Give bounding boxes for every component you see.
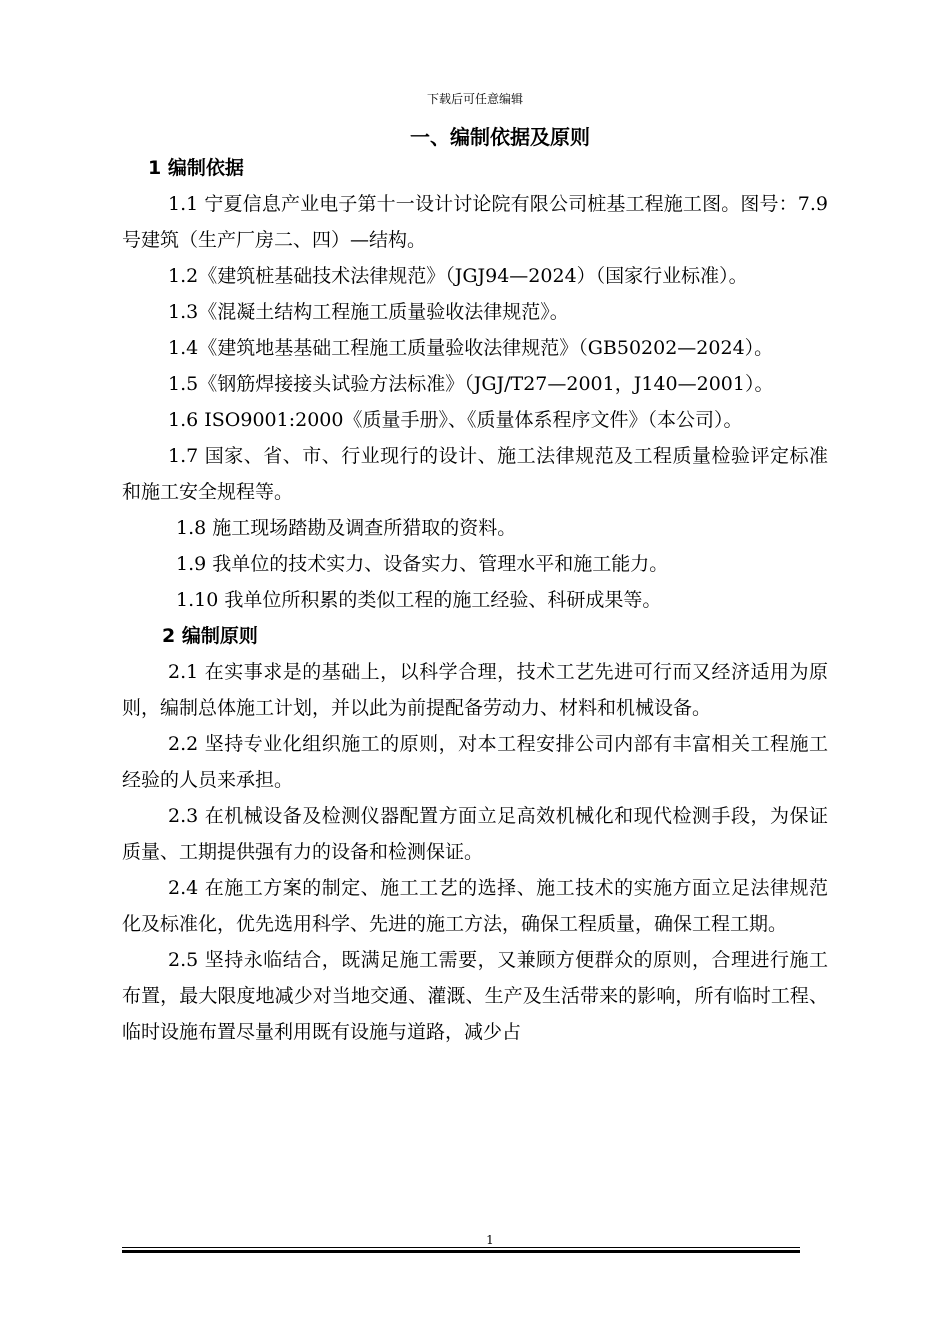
section-heading-basis: 1 编制依据: [148, 157, 244, 179]
paragraph-1-10: 1.10 我单位所积累的类似工程的施工经验、科研成果等。: [176, 589, 662, 611]
section-heading-principles: 2 编制原则: [162, 625, 258, 647]
paragraph-2-2: 2.2 坚持专业化组织施工的原则，对本工程安排公司内部有丰富相关工程施工经验的人员来承担。: [122, 733, 828, 791]
paragraph-2-4: 2.4 在施工方案的制定、施工工艺的选择、施工技术的实施方面立足法律规范化及标准化，优先选用科学、先进的施工方法，确保工程质量，确保工程工期。: [122, 877, 828, 935]
paragraph-1-7: 1.7 国家、省、市、行业现行的设计、施工法律规范及工程质量检验评定标准和施工安全规程等。: [122, 445, 828, 503]
paragraph-2-3: 2.3 在机械设备及检测仪器配置方面立足高效机械化和现代检测手段，为保证质量、工期提供强有力的设备和检测保证。: [122, 805, 828, 863]
footer-rule-thick: [122, 1250, 800, 1253]
paragraph-1-4: 1.4《建筑地基基础工程施工质量验收法律规范》（GB50202—2024）。: [168, 337, 774, 359]
paragraph-1-5: 1.5《钢筋焊接接头试验方法标准》（JGJ/T27—2001，J140—2001）。: [168, 373, 774, 395]
document-body: [122, 150, 828, 1050]
paragraph-1-3: 1.3《混凝土结构工程施工质量验收法律规范》。: [168, 301, 569, 323]
paragraph-1-8: 1.8 施工现场踏勘及调查所猎取的资料。: [176, 517, 517, 539]
page-title: 一、编制依据及原则: [410, 125, 590, 149]
paragraph-1-2: 1.2《建筑桩基础技术法律规范》（JGJ94—2024）（国家行业标准）。: [168, 265, 748, 287]
paragraph-2-1: 2.1 在实事求是的基础上，以科学合理，技术工艺先进可行而又经济适用为原则，编制总体施工计划，并以此为前提配备劳动力、材料和机械设备。: [122, 661, 828, 719]
paragraph-2-5: 2.5 坚持永临结合，既满足施工需要，又兼顾方便群众的原则，合理进行施工布置，最大限度地减少对当地交通、灌溉、生产及生活带来的影响，所有临时工程、临时设施布置尽量利用既有设施与道路，减少占: [122, 949, 828, 1043]
paragraph-1-1: 1.1 宁夏信息产业电子第十一设计讨论院有限公司桩基工程施工图。图号：7.9 号建筑（生产厂房二、四）—结构。: [122, 193, 828, 251]
paragraph-1-9: 1.9 我单位的技术实力、设备实力、管理水平和施工能力。: [176, 553, 669, 575]
paragraph-1-6: 1.6 ISO9001:2000《质量手册》、《质量体系程序文件》（本公司）。: [168, 409, 743, 431]
page-number: 1: [486, 1233, 494, 1247]
footer-rule-thin: [122, 1247, 800, 1248]
header-note: 下载后可任意编辑: [426, 92, 523, 106]
